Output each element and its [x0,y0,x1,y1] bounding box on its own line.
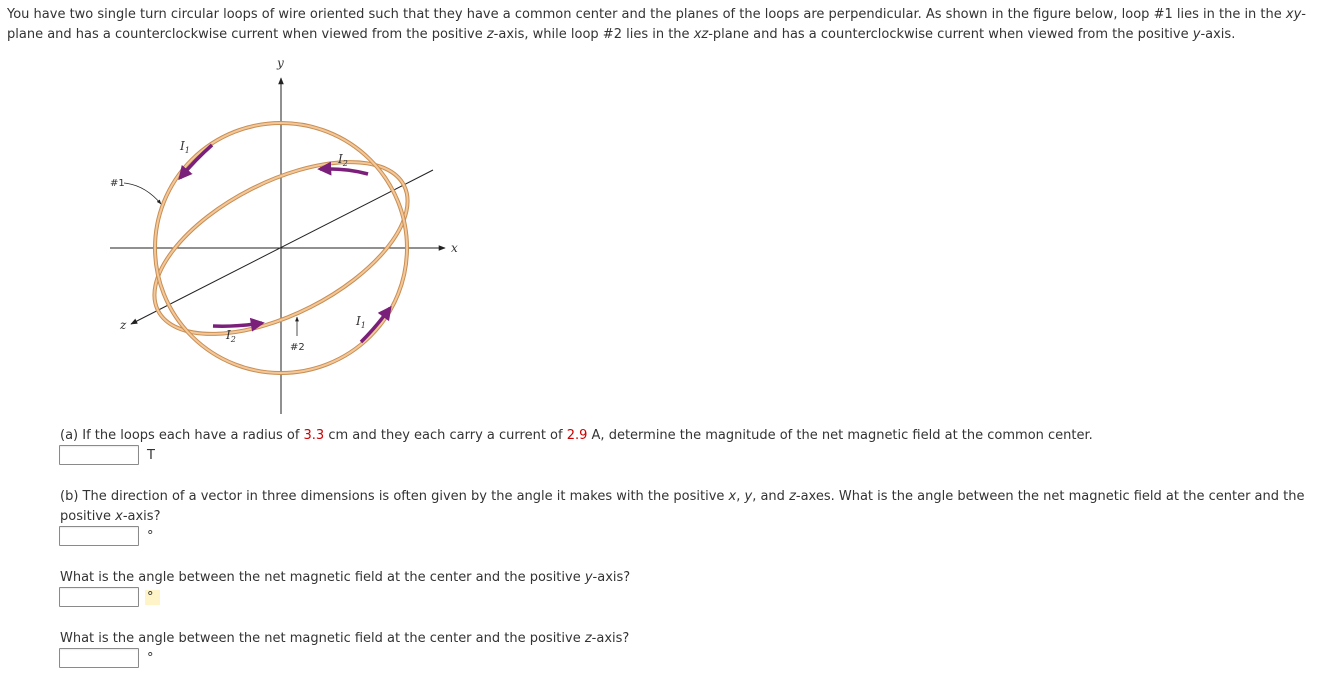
qb-text-2: -axes. What is the angle between the net magnetic field at the center and the positive [60,489,1305,524]
qb-var-x: x [728,489,737,504]
qa-text-2: cm and they each carry a current of [324,428,567,443]
magnitude-input[interactable] [59,445,139,465]
angle-z-input[interactable] [59,648,139,668]
y-axis-label: y [277,56,284,70]
unit-degree-y: ° [145,590,160,605]
z-axis-label: z [120,318,127,332]
qb-var-y: y [744,489,753,504]
angle-x-input[interactable] [59,526,139,546]
intro-var-xz: xz [693,27,709,42]
current-arrow-i2-upper [320,169,368,174]
intro-var-xy: xy [1285,7,1302,22]
question-a [60,426,1093,446]
qz-text-1: What is the angle between the net magnetic field at the center and the positive [60,631,585,646]
i2-upper-label: $I_2$ [338,152,348,168]
intro-var-z: z [486,27,494,42]
current-arrow-i2-lower [213,323,262,326]
qb-and: , and [752,489,790,504]
unit-degree-x: ° [147,528,154,544]
qa-text-1: (a) If the loops each have a radius of [60,428,304,443]
answer-row-a [59,444,157,466]
intro-text-5: -axis. [1200,27,1236,42]
intro-text-3: -axis, while loop #2 lies in the [493,27,694,42]
loops-figure [100,52,470,422]
question-angle-y [60,568,630,588]
intro-text-1: You have two single turn circular loops of wire oriented such that they have a common center and the planes of the loops are perpendicular. As shown in the figure below, loop #1 lies in the in the [7,7,1286,22]
qb-var-x2: x [115,509,123,524]
loop1-pointer [124,183,161,204]
loop2-label: #2 [290,342,305,353]
qy-var-y: y [584,570,593,585]
answer-row-z [59,647,156,669]
unit-degree-z: ° [147,650,154,666]
qy-text-2: -axis? [592,570,631,585]
radius-value: 3.3 [303,428,325,443]
qy-text-1: What is the angle between the net magnetic field at the center and the positive [60,570,585,585]
unit-tesla: T [147,447,155,463]
qb-var-z: z [789,489,796,504]
qb-text-3: -axis? [122,509,161,524]
i1-lower-label: $I_1$ [356,314,366,330]
i1-upper-label: $I_1$ [180,139,190,155]
loop1-label: #1 [110,178,125,189]
answer-row-y [59,586,160,608]
qz-text-2: -axis? [591,631,630,646]
intro-text-2: -plane and has a counterclockwise current when viewed from the positive [7,7,1306,42]
qb-text-1: (b) The direction of a vector in three dimensions is often given by the angle it makes with the positive [60,489,729,504]
i2-lower-label: $I_2$ [226,328,236,344]
intro-text-4: -plane and has a counterclockwise current when viewed from the positive [708,27,1193,42]
angle-y-input[interactable] [59,587,139,607]
question-b [60,487,1330,527]
answer-row-b [59,525,156,547]
problem-statement [7,5,1327,45]
current-value: 2.9 [566,428,588,443]
question-angle-z [60,629,629,649]
x-axis-label: x [451,241,458,255]
intro-var-y: y [1192,27,1201,42]
qz-var-z: z [584,631,592,646]
qa-text-3: A, determine the magnitude of the net magnetic field at the common center. [587,428,1093,443]
qb-comma-1: , [736,489,745,504]
